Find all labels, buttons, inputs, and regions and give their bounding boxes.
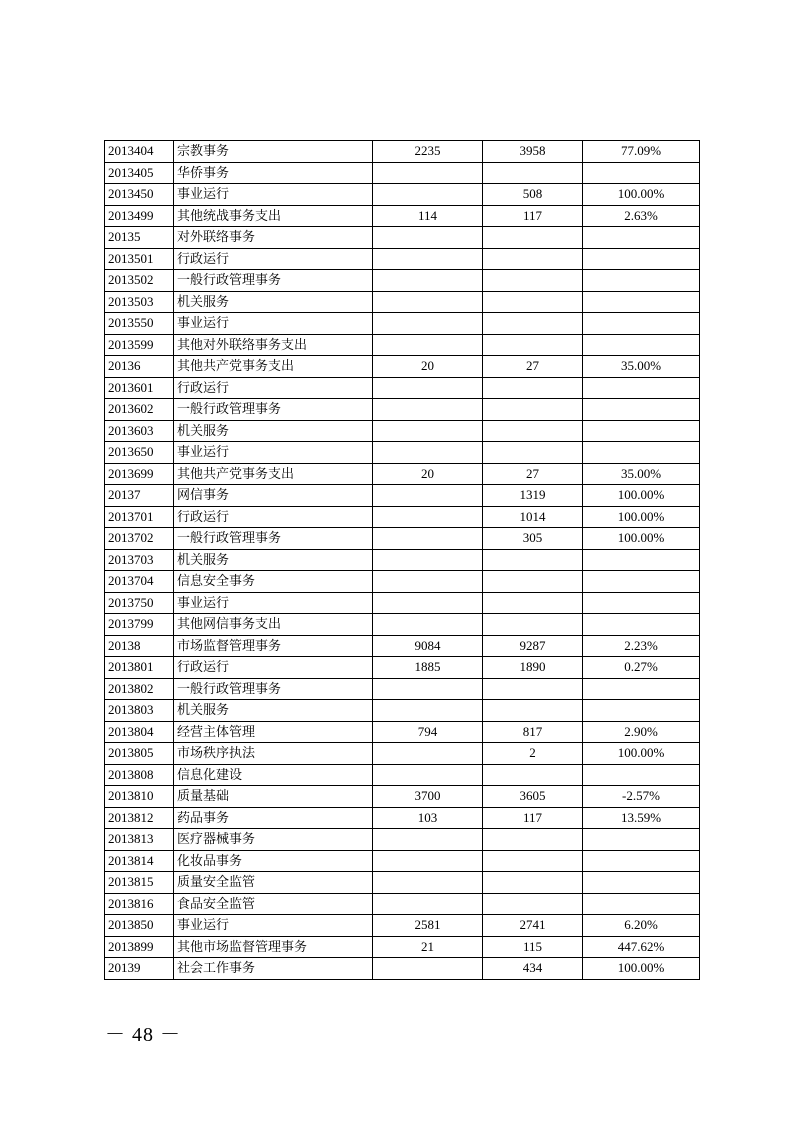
- value-1-cell: [373, 850, 483, 872]
- account-name-cell: 质量安全监管: [174, 872, 373, 894]
- change-percent-cell: [583, 420, 700, 442]
- table-row: [105, 571, 700, 593]
- account-code-cell: 2013502: [105, 270, 174, 292]
- value-1-cell: 2235: [373, 141, 483, 163]
- change-percent-cell: 0.27%: [583, 657, 700, 679]
- value-1-cell: 1885: [373, 657, 483, 679]
- change-percent-cell: [583, 442, 700, 464]
- account-name-cell: 药品事务: [174, 807, 373, 829]
- value-1-cell: 3700: [373, 786, 483, 808]
- account-code-cell: 2013450: [105, 184, 174, 206]
- account-code-cell: 20136: [105, 356, 174, 378]
- value-1-cell: [373, 549, 483, 571]
- value-2-cell: [483, 571, 583, 593]
- change-percent-cell: [583, 270, 700, 292]
- value-1-cell: 114: [373, 205, 483, 227]
- account-name-cell: 质量基础: [174, 786, 373, 808]
- change-percent-cell: 100.00%: [583, 485, 700, 507]
- value-2-cell: [483, 592, 583, 614]
- table-row: [105, 377, 700, 399]
- account-name-cell: 一般行政管理事务: [174, 270, 373, 292]
- table-row: [105, 184, 700, 206]
- account-name-cell: 华侨事务: [174, 162, 373, 184]
- value-2-cell: [483, 700, 583, 722]
- value-2-cell: 2: [483, 743, 583, 765]
- value-2-cell: 27: [483, 463, 583, 485]
- table-row: [105, 743, 700, 765]
- value-2-cell: [483, 270, 583, 292]
- value-1-cell: [373, 334, 483, 356]
- account-name-cell: 化妆品事务: [174, 850, 373, 872]
- table-row: [105, 485, 700, 507]
- table-row: [105, 463, 700, 485]
- account-code-cell: 2013899: [105, 936, 174, 958]
- value-1-cell: [373, 743, 483, 765]
- value-2-cell: 1319: [483, 485, 583, 507]
- table-row: [105, 270, 700, 292]
- account-name-cell: 市场秩序执法: [174, 743, 373, 765]
- account-code-cell: 2013404: [105, 141, 174, 163]
- account-code-cell: 2013601: [105, 377, 174, 399]
- value-1-cell: [373, 227, 483, 249]
- account-name-cell: 行政运行: [174, 657, 373, 679]
- value-2-cell: [483, 313, 583, 335]
- value-2-cell: [483, 678, 583, 700]
- value-1-cell: [373, 506, 483, 528]
- account-code-cell: 20138: [105, 635, 174, 657]
- table-row: [105, 829, 700, 851]
- account-code-cell: 2013805: [105, 743, 174, 765]
- account-name-cell: 其他共产党事务支出: [174, 356, 373, 378]
- account-name-cell: 机关服务: [174, 700, 373, 722]
- value-1-cell: [373, 592, 483, 614]
- account-name-cell: 事业运行: [174, 442, 373, 464]
- value-2-cell: 3958: [483, 141, 583, 163]
- value-2-cell: 434: [483, 958, 583, 980]
- account-code-cell: 2013650: [105, 442, 174, 464]
- value-2-cell: 117: [483, 807, 583, 829]
- table-row: [105, 915, 700, 937]
- account-name-cell: 网信事务: [174, 485, 373, 507]
- value-1-cell: [373, 678, 483, 700]
- table-row: [105, 786, 700, 808]
- change-percent-cell: [583, 334, 700, 356]
- account-code-cell: 2013701: [105, 506, 174, 528]
- value-1-cell: [373, 958, 483, 980]
- value-2-cell: [483, 248, 583, 270]
- value-1-cell: [373, 313, 483, 335]
- value-2-cell: 115: [483, 936, 583, 958]
- value-2-cell: [483, 872, 583, 894]
- table-row: [105, 442, 700, 464]
- change-percent-cell: 77.09%: [583, 141, 700, 163]
- table-row: [105, 721, 700, 743]
- value-1-cell: [373, 291, 483, 313]
- account-name-cell: 经营主体管理: [174, 721, 373, 743]
- account-code-cell: 2013812: [105, 807, 174, 829]
- value-2-cell: [483, 850, 583, 872]
- account-name-cell: 其他网信事务支出: [174, 614, 373, 636]
- change-percent-cell: [583, 162, 700, 184]
- change-percent-cell: 2.90%: [583, 721, 700, 743]
- table-row: [105, 635, 700, 657]
- value-2-cell: 305: [483, 528, 583, 550]
- table-row: [105, 592, 700, 614]
- change-percent-cell: 100.00%: [583, 528, 700, 550]
- change-percent-cell: [583, 850, 700, 872]
- table-row: [105, 506, 700, 528]
- value-1-cell: [373, 485, 483, 507]
- value-2-cell: [483, 227, 583, 249]
- value-2-cell: [483, 549, 583, 571]
- account-code-cell: 2013501: [105, 248, 174, 270]
- account-code-cell: 2013603: [105, 420, 174, 442]
- table-row: [105, 549, 700, 571]
- account-code-cell: 2013704: [105, 571, 174, 593]
- value-1-cell: [373, 614, 483, 636]
- change-percent-cell: [583, 248, 700, 270]
- value-1-cell: [373, 399, 483, 421]
- table-row: [105, 162, 700, 184]
- value-2-cell: [483, 162, 583, 184]
- account-code-cell: 2013702: [105, 528, 174, 550]
- change-percent-cell: [583, 764, 700, 786]
- account-code-cell: 2013804: [105, 721, 174, 743]
- table-row: [105, 141, 700, 163]
- account-name-cell: 其他统战事务支出: [174, 205, 373, 227]
- value-2-cell: [483, 893, 583, 915]
- table-row: [105, 678, 700, 700]
- account-code-cell: 2013850: [105, 915, 174, 937]
- change-percent-cell: [583, 893, 700, 915]
- value-2-cell: [483, 764, 583, 786]
- value-1-cell: [373, 872, 483, 894]
- value-2-cell: [483, 377, 583, 399]
- value-2-cell: 2741: [483, 915, 583, 937]
- value-1-cell: [373, 162, 483, 184]
- change-percent-cell: [583, 614, 700, 636]
- value-1-cell: [373, 377, 483, 399]
- account-name-cell: 医疗器械事务: [174, 829, 373, 851]
- table-row: [105, 936, 700, 958]
- value-1-cell: 2581: [373, 915, 483, 937]
- value-1-cell: [373, 248, 483, 270]
- change-percent-cell: [583, 549, 700, 571]
- change-percent-cell: [583, 291, 700, 313]
- value-1-cell: [373, 442, 483, 464]
- value-1-cell: [373, 528, 483, 550]
- change-percent-cell: [583, 700, 700, 722]
- account-name-cell: 行政运行: [174, 506, 373, 528]
- account-code-cell: 2013815: [105, 872, 174, 894]
- account-name-cell: 事业运行: [174, 313, 373, 335]
- change-percent-cell: [583, 592, 700, 614]
- account-code-cell: 2013814: [105, 850, 174, 872]
- account-code-cell: 2013799: [105, 614, 174, 636]
- table-row: [105, 850, 700, 872]
- account-code-cell: 2013810: [105, 786, 174, 808]
- table-row: [105, 291, 700, 313]
- table-row: [105, 227, 700, 249]
- value-1-cell: [373, 270, 483, 292]
- account-name-cell: 机关服务: [174, 291, 373, 313]
- account-name-cell: 行政运行: [174, 248, 373, 270]
- budget-table: [104, 140, 700, 980]
- value-1-cell: [373, 829, 483, 851]
- account-code-cell: 2013599: [105, 334, 174, 356]
- table-row: [105, 807, 700, 829]
- value-2-cell: 3605: [483, 786, 583, 808]
- value-2-cell: [483, 334, 583, 356]
- account-code-cell: 2013499: [105, 205, 174, 227]
- value-2-cell: 1014: [483, 506, 583, 528]
- value-1-cell: [373, 420, 483, 442]
- account-name-cell: 一般行政管理事务: [174, 528, 373, 550]
- account-code-cell: 2013802: [105, 678, 174, 700]
- table-row: [105, 248, 700, 270]
- value-1-cell: [373, 764, 483, 786]
- change-percent-cell: 6.20%: [583, 915, 700, 937]
- value-2-cell: [483, 399, 583, 421]
- account-name-cell: 其他对外联络事务支出: [174, 334, 373, 356]
- change-percent-cell: 2.23%: [583, 635, 700, 657]
- account-code-cell: 2013550: [105, 313, 174, 335]
- table-row: [105, 893, 700, 915]
- change-percent-cell: 447.62%: [583, 936, 700, 958]
- change-percent-cell: 100.00%: [583, 958, 700, 980]
- account-name-cell: 行政运行: [174, 377, 373, 399]
- value-1-cell: 20: [373, 463, 483, 485]
- value-1-cell: 20: [373, 356, 483, 378]
- change-percent-cell: [583, 571, 700, 593]
- change-percent-cell: 2.63%: [583, 205, 700, 227]
- table-row: [105, 313, 700, 335]
- value-1-cell: [373, 700, 483, 722]
- change-percent-cell: 100.00%: [583, 506, 700, 528]
- change-percent-cell: 100.00%: [583, 743, 700, 765]
- account-code-cell: 2013808: [105, 764, 174, 786]
- account-code-cell: 2013703: [105, 549, 174, 571]
- value-2-cell: 117: [483, 205, 583, 227]
- account-name-cell: 信息安全事务: [174, 571, 373, 593]
- account-code-cell: 2013699: [105, 463, 174, 485]
- account-code-cell: 2013803: [105, 700, 174, 722]
- account-code-cell: 2013602: [105, 399, 174, 421]
- account-code-cell: 2013750: [105, 592, 174, 614]
- change-percent-cell: -2.57%: [583, 786, 700, 808]
- value-1-cell: [373, 893, 483, 915]
- change-percent-cell: [583, 313, 700, 335]
- change-percent-cell: 35.00%: [583, 356, 700, 378]
- table-row: [105, 399, 700, 421]
- value-1-cell: [373, 184, 483, 206]
- account-code-cell: 20139: [105, 958, 174, 980]
- value-2-cell: 9287: [483, 635, 583, 657]
- account-name-cell: 市场监督管理事务: [174, 635, 373, 657]
- value-1-cell: 9084: [373, 635, 483, 657]
- value-2-cell: 1890: [483, 657, 583, 679]
- value-2-cell: [483, 442, 583, 464]
- value-2-cell: 27: [483, 356, 583, 378]
- value-2-cell: 817: [483, 721, 583, 743]
- account-name-cell: 机关服务: [174, 549, 373, 571]
- account-name-cell: 其他市场监督管理事务: [174, 936, 373, 958]
- change-percent-cell: [583, 377, 700, 399]
- change-percent-cell: [583, 872, 700, 894]
- change-percent-cell: [583, 227, 700, 249]
- value-1-cell: 103: [373, 807, 483, 829]
- account-name-cell: 食品安全监管: [174, 893, 373, 915]
- value-2-cell: [483, 420, 583, 442]
- table-row: [105, 334, 700, 356]
- account-name-cell: 事业运行: [174, 915, 373, 937]
- change-percent-cell: [583, 399, 700, 421]
- value-2-cell: 508: [483, 184, 583, 206]
- budget-table-body: [105, 141, 700, 980]
- table-row: [105, 205, 700, 227]
- account-code-cell: 20135: [105, 227, 174, 249]
- account-code-cell: 2013813: [105, 829, 174, 851]
- value-2-cell: [483, 614, 583, 636]
- account-code-cell: 2013405: [105, 162, 174, 184]
- change-percent-cell: 13.59%: [583, 807, 700, 829]
- table-row: [105, 614, 700, 636]
- account-name-cell: 事业运行: [174, 592, 373, 614]
- account-name-cell: 一般行政管理事务: [174, 678, 373, 700]
- value-1-cell: [373, 571, 483, 593]
- account-name-cell: 社会工作事务: [174, 958, 373, 980]
- table-row: [105, 528, 700, 550]
- account-name-cell: 机关服务: [174, 420, 373, 442]
- table-row: [105, 356, 700, 378]
- account-name-cell: 宗教事务: [174, 141, 373, 163]
- account-name-cell: 信息化建设: [174, 764, 373, 786]
- account-name-cell: 一般行政管理事务: [174, 399, 373, 421]
- change-percent-cell: [583, 678, 700, 700]
- account-name-cell: 事业运行: [174, 184, 373, 206]
- change-percent-cell: [583, 829, 700, 851]
- account-code-cell: 2013503: [105, 291, 174, 313]
- change-percent-cell: 100.00%: [583, 184, 700, 206]
- account-name-cell: 对外联络事务: [174, 227, 373, 249]
- page-number: － 48 －: [105, 1024, 181, 1046]
- table-row: [105, 764, 700, 786]
- account-code-cell: 2013816: [105, 893, 174, 915]
- value-1-cell: 794: [373, 721, 483, 743]
- change-percent-cell: 35.00%: [583, 463, 700, 485]
- value-2-cell: [483, 291, 583, 313]
- table-row: [105, 872, 700, 894]
- table-row: [105, 958, 700, 980]
- account-code-cell: 20137: [105, 485, 174, 507]
- value-1-cell: 21: [373, 936, 483, 958]
- value-2-cell: [483, 829, 583, 851]
- account-code-cell: 2013801: [105, 657, 174, 679]
- table-row: [105, 420, 700, 442]
- table-row: [105, 657, 700, 679]
- account-name-cell: 其他共产党事务支出: [174, 463, 373, 485]
- table-row: [105, 700, 700, 722]
